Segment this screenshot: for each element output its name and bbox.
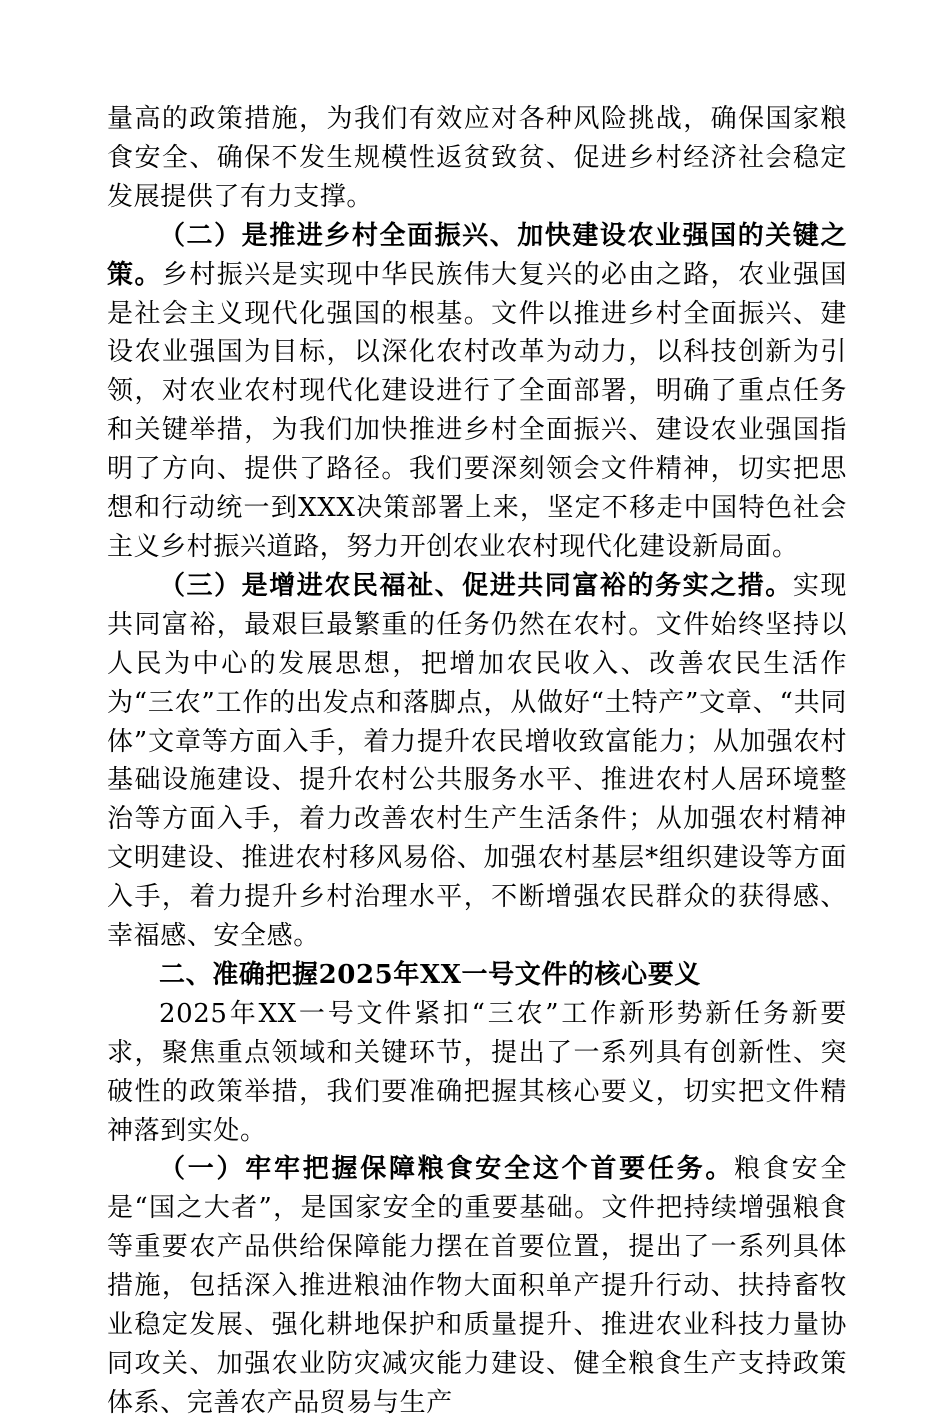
paragraph-section-2-intro: 2025年XX一号文件紧扣“三农”工作新形势新任务新要求，聚焦重点领域和关键环节，提出了一系列具有创新性、突破性的政策举措，我们要准确把握其核心要义，切实把文件精神落到实处。 [107,998,847,1146]
section-2-point-1-heading: （一）牢牢把握保障粮食安全这个首要任务。 [159,1154,735,1185]
paragraph-continuation: 量高的政策措施，为我们有效应对各种风险挑战，确保国家粮食安全、确保不发生规模性返贫致贫、促进乡村经济社会稳定发展提供了有力支撑。 [107,104,847,212]
point-2-body: 乡村振兴是实现中华民族伟大复兴的必由之路，农业强国是社会主义现代化强国的根基。文件以推进乡村全面振兴、建设农业强国为目标，以深化农村改革为动力，以科技创新为引领，对农业农村现代化建设进行了全面部署，明确了重点任务和关键举措，为我们加快推进乡村全面振兴、建设农业强国指明了方向、提供了路径。我们要深刻领会文件精神，切实把思想和行动统一到XXX决策部署上来，坚定不移走中国特色社会主义乡村振兴道路，努力开创农业农村现代化建设新局面。 [107,259,847,562]
paragraph-point-3 [107,567,847,956]
document-page [107,100,847,1423]
section-2-point-1-body: 粮食安全是“国之大者”，是国家安全的重要基础。文件把持续增强粮食等重要农产品供给保障能力摆在首要位置，提出了一系列具体措施，包括深入推进粮油作物大面积单产提升行动、扶持畜牧业稳定发展、强化耕地保护和质量提升、推进农业科技力量协同攻关、加强农业防灾减灾能力建设、健全粮食生产支持政策体系、完善农产品贸易与生产 [107,1154,847,1418]
point-2-heading: （二）是推进乡村全面振兴、加快建设农业强国的关键之策。 [107,220,847,290]
point-3-body: 实现共同富裕，最艰巨最繁重的任务仍然在农村。文件始终坚持以人民为中心的发展思想，把增加农民收入、改善农民生活作为“三农”工作的出发点和落脚点，从做好“土特产”文章、“共同体”文章等方面入手，着力提升农民增收致富能力；从加强农村基础设施建设、提升农村公共服务水平、推进农村人居环境整治等方面入手，着力改善农村生产生活条件；从加强农村精神文明建设、推进农村移风易俗、加强农村基层*组织建设等方面入手，着力提升乡村治理水平，不断增强农民群众的获得感、幸福感、安全感。 [107,570,847,952]
section-2-heading: 二、准确把握2025年XX一号文件的核心要义 [159,959,701,990]
point-3-heading: （三）是增进农民福祉、促进共同富裕的务实之措。 [159,570,793,601]
paragraph-point-2 [107,217,847,567]
paragraph-section-2-point-1 [107,1150,847,1422]
